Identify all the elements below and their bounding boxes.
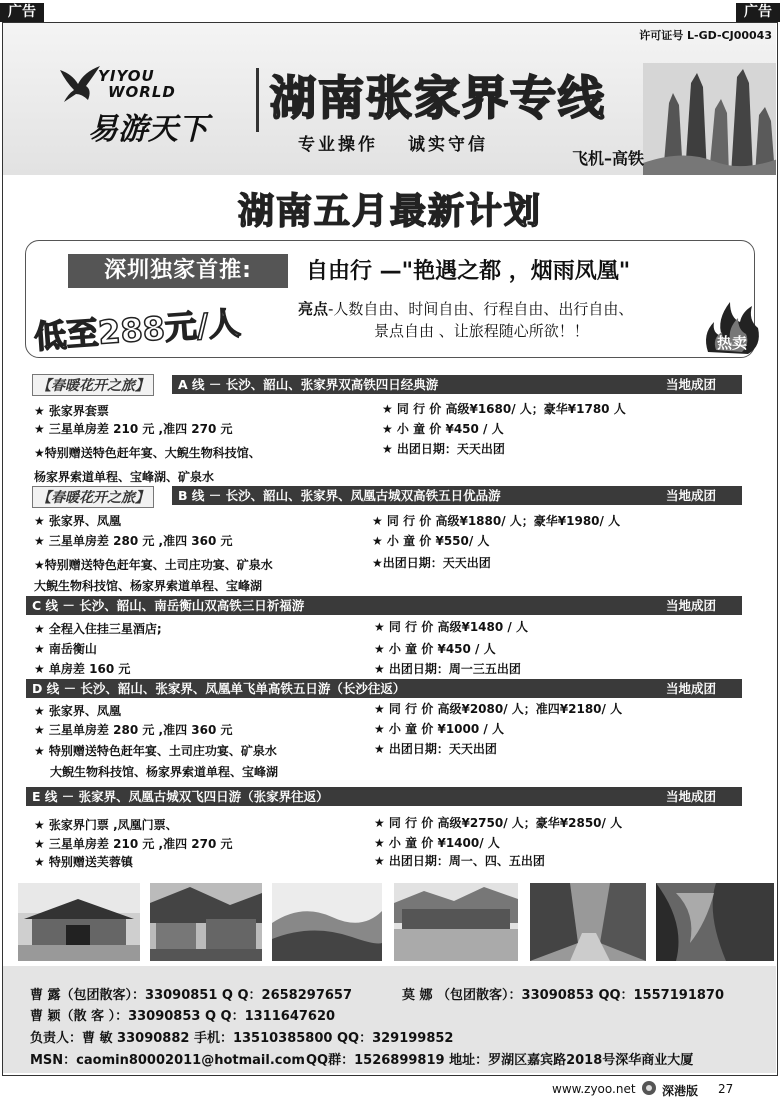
highlight-line-2: 景点自由 、让旅程随心所欲！！: [374, 322, 589, 340]
contact-manager: 负责人：曹 敏 33090882 手机：13510385800 QQ：329199852: [30, 1031, 454, 1046]
route-d-left-2: ★ 三星单房差 280 元 ,准四 360 元: [34, 723, 233, 737]
route-d-right-3: ★ 出团日期：天天出团: [374, 742, 497, 756]
route-b-right-3: ★出团日期：天天出团: [372, 556, 491, 570]
publisher-logo-icon: [641, 1080, 657, 1096]
ad-label-right: 广告: [736, 3, 780, 22]
route-a-left-4: 杨家界索道单程、宝峰湖、矿泉水: [34, 470, 215, 484]
route-e-left-2: ★ 三星单房差 210 元 ,准四 270 元: [34, 837, 233, 851]
route-a-left-3: ★特别赠送特色赶年宴、大鲵生物科技馆、: [34, 446, 261, 460]
promo-highlights: [298, 298, 633, 342]
photo-mountain-hills: [272, 883, 382, 961]
contact-mo-na: 莫 娜 （包团散客）：33090853 QQ：1557191870: [402, 988, 724, 1003]
route-c-bar: [26, 596, 742, 615]
route-c-left-3: ★ 单房差 160 元: [34, 662, 131, 676]
plan-title: 湖南五月最新计划: [237, 190, 542, 232]
highlight-line-1: -人数自由、时间自由、行程自由、出行自由、: [328, 300, 634, 318]
spring-tag-a: 【春暖花开之旅】: [32, 374, 154, 396]
mountain-peaks-image: [643, 63, 776, 175]
ad-label-left: 广告: [0, 3, 44, 22]
route-a-group: 当地成团: [665, 377, 716, 392]
route-d-title: D 线 － 长沙、韶山、张家界、凤凰单飞单高铁五日游（长沙往返）: [32, 681, 406, 696]
route-e-right-1: ★ 同 行 价 高级¥2750/ 人；豪华¥2850/ 人: [374, 816, 623, 830]
contact-qq-group-address: QQ群：1526899819 地址：罗湖区嘉宾路2018号深华商业大厦: [306, 1053, 694, 1068]
route-c-group: 当地成团: [665, 598, 716, 613]
route-e-left-3: ★ 特别赠送芙蓉镇: [34, 855, 133, 869]
photo-stilt-houses: [150, 883, 262, 961]
route-e-right-2: ★ 小 童 价 ¥1400/ 人: [374, 836, 500, 850]
route-d-group: 当地成团: [665, 681, 716, 696]
route-a-right-3: ★ 出团日期：天天出团: [382, 442, 505, 456]
route-a-right-1: ★ 同 行 价 高级¥1680/ 人；豪华¥1780 人: [382, 402, 626, 416]
route-c-right-3: ★ 出团日期：周一三五出团: [374, 662, 521, 676]
edition-label: 深港版: [662, 1084, 699, 1098]
route-d-left-3: ★ 特别赠送特色赶年宴、土司庄功宴、矿泉水: [34, 744, 277, 758]
hot-sale-flame-icon: [700, 294, 764, 358]
route-c-title: C 线 － 长沙、韶山、南岳衡山双高铁三日祈福游: [32, 598, 305, 613]
highlight-label: 亮点: [298, 300, 329, 318]
contact-cao-ying: 曹 颖（散 客 ）：33090853 Q Q：1311647620: [30, 1009, 336, 1024]
website-url: www.zyoo.net: [552, 1082, 636, 1096]
route-b-right-2: ★ 小 童 价 ¥550/ 人: [372, 534, 490, 548]
photo-old-street: [530, 883, 646, 961]
brand-english: YIYOU WORLD: [98, 67, 176, 101]
route-b-left-3: ★特别赠送特色赶年宴、土司庄功宴、矿泉水: [34, 558, 273, 572]
route-d-bar: [26, 679, 742, 698]
route-e-right-3: ★ 出团日期：周一、四、五出团: [374, 854, 545, 868]
header-slogan: [298, 130, 518, 155]
transport-mode: 飞机–高铁: [572, 149, 645, 168]
license-number: 许可证号 L-GD-CJ00043: [639, 29, 772, 42]
route-a-bar: [172, 375, 742, 394]
route-d-left-4: 大鲵生物科技馆、杨家界索道单程、宝峰湖: [50, 765, 279, 779]
contact-cao-lu: 曹 露（包团散客）：33090851 Q Q：2658297657: [30, 988, 352, 1003]
route-d-right-1: ★ 同 行 价 高级¥2080/ 人；准四¥2180/ 人: [374, 702, 623, 716]
photo-gate-building: [18, 883, 140, 961]
brand-chinese: 易游天下: [88, 112, 208, 147]
header-title: 湖南张家界专线: [270, 71, 606, 125]
price-from: 低至288元/人: [33, 303, 242, 357]
promo-headline: 自由行 —"艳遇之都 ，烟雨凤凰": [306, 259, 631, 284]
route-a-right-2: ★ 小 童 价 ¥450 / 人: [382, 422, 504, 436]
slogan-1: 专业操作: [298, 135, 378, 155]
route-b-right-1: ★ 同 行 价 高级¥1880/ 人；豪华¥1980/ 人: [372, 514, 621, 528]
route-b-group: 当地成团: [665, 488, 716, 503]
route-c-left-1: ★ 全程入住挂三星酒店;: [34, 622, 162, 636]
hot-sale-label: 热卖: [716, 334, 748, 352]
route-c-left-2: ★ 南岳衡山: [34, 642, 97, 656]
route-d-right-2: ★ 小 童 价 ¥1000 / 人: [374, 722, 504, 736]
route-d-left-1: ★ 张家界、凤凰: [34, 704, 121, 718]
route-b-bar: [172, 486, 742, 505]
route-b-left-4: 大鲵生物科技馆、杨家界索道单程、宝峰湖: [34, 579, 263, 593]
route-e-left-1: ★ 张家界门票 ,凤凰门票、: [34, 818, 178, 832]
header-divider: [256, 68, 259, 132]
route-e-bar: [26, 787, 742, 806]
slogan-2: 诚实守信: [408, 135, 488, 155]
photo-cave-rocks: [656, 883, 774, 961]
route-b-left-2: ★ 三星单房差 280 元 ,准四 360 元: [34, 534, 233, 548]
photo-river-town: [394, 883, 518, 961]
route-c-right-2: ★ 小 童 价 ¥450 / 人: [374, 642, 496, 656]
route-a-title: A 线 － 长沙、韶山、张家界双高铁四日经典游: [178, 377, 439, 392]
route-c-right-1: ★ 同 行 价 高级¥1480 / 人: [374, 620, 528, 634]
contact-msn: MSN：caomin80002011@hotmail.com: [30, 1053, 305, 1068]
route-b-left-1: ★ 张家界、凤凰: [34, 514, 121, 528]
route-e-group: 当地成团: [665, 789, 716, 804]
route-a-left-1: ★ 张家界套票: [34, 404, 109, 418]
route-b-title: B 线 － 长沙、韶山、张家界、凤凰古城双高铁五日优品游: [178, 488, 501, 503]
route-e-title: E 线 － 张家界、凤凰古城双飞四日游（张家界往返）: [32, 789, 329, 804]
page-number: 27: [718, 1082, 734, 1096]
route-a-left-2: ★ 三星单房差 210 元 ,准四 270 元: [34, 422, 233, 436]
bird-logo-icon: [58, 64, 102, 104]
spring-tag-b: 【春暖花开之旅】: [32, 486, 154, 508]
promo-badge: 深圳独家首推:: [68, 254, 288, 288]
